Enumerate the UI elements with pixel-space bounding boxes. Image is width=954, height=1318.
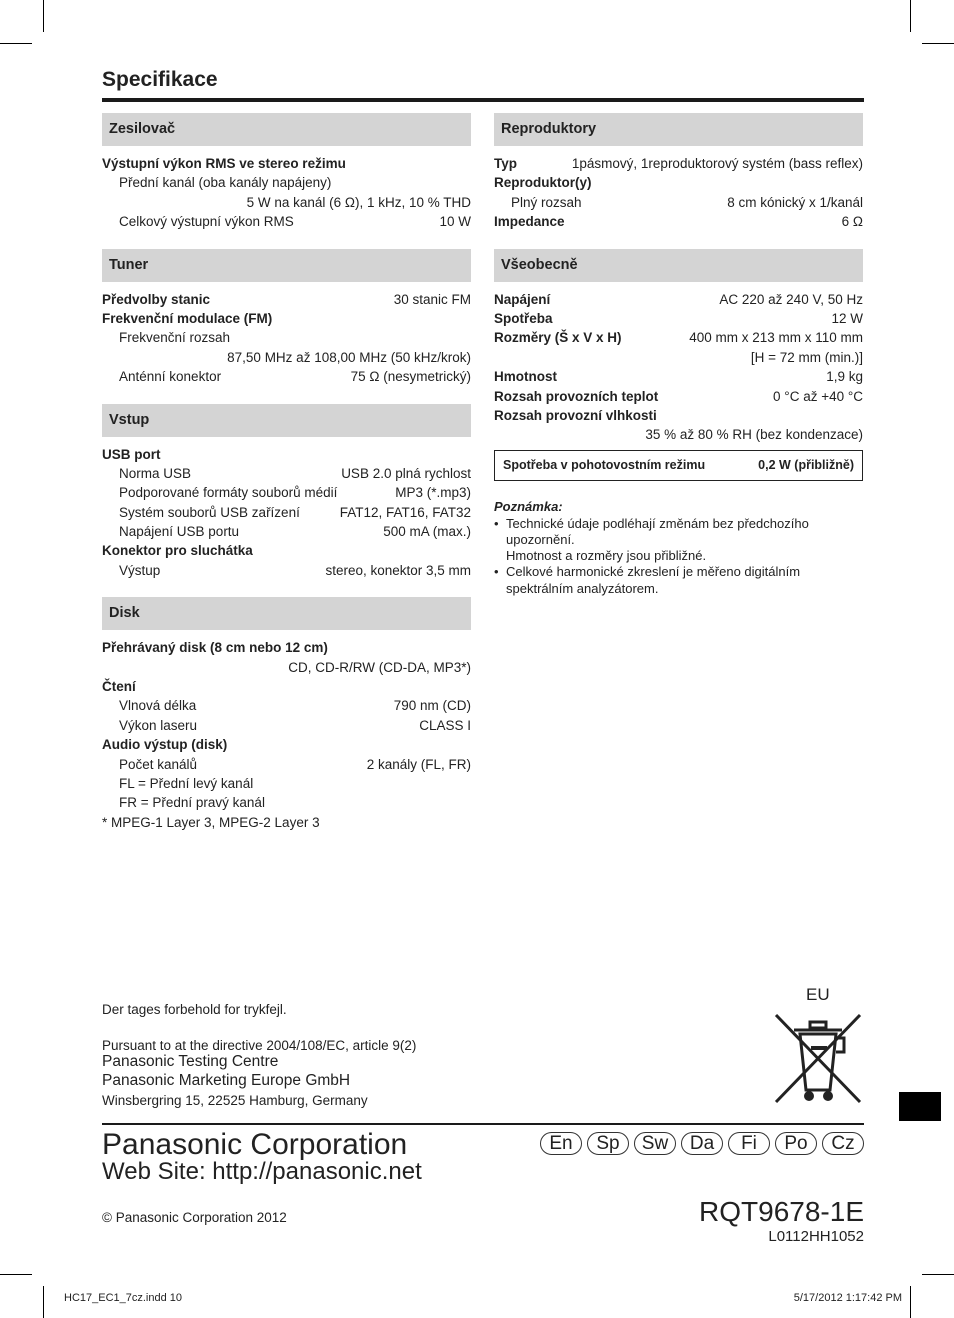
spec-label: Typ	[494, 156, 517, 171]
spec-label: Přední kanál (oba kanály napájeny)	[119, 175, 332, 191]
document-number: RQT9678-1E	[699, 1196, 864, 1227]
spec-row	[102, 367, 471, 386]
spec-label: Výstup	[119, 562, 161, 578]
spec-row	[102, 503, 471, 522]
spec-row	[102, 328, 471, 347]
spec-value: 35 % až 80 % RH (bez kondenzace)	[645, 427, 863, 443]
spec-value: CD, CD-R/RW (CD-DA, MP3*)	[288, 659, 471, 675]
spec-label: Výstupní výkon RMS ve stereo režimu	[102, 156, 346, 171]
file-slug: HC17_EC1_7cz.indd 10	[64, 1292, 183, 1304]
spec-row	[494, 328, 863, 347]
misprint-notice: Der tages forbehold for trykfejl.	[102, 1002, 287, 1017]
footer-divider	[102, 1123, 864, 1125]
spec-value: 12 W	[831, 310, 863, 326]
spec-label: Reproduktor(y)	[494, 175, 592, 191]
lang-badge-sp: Sp	[587, 1132, 629, 1155]
spec-label: Impedance	[494, 214, 565, 230]
note-item	[494, 548, 863, 564]
note-item	[494, 516, 863, 548]
spec-label: Norma USB	[119, 465, 192, 481]
marketing-europe: Panasonic Marketing Europe GmbH	[102, 1072, 351, 1089]
spec-rows	[102, 638, 471, 832]
spec-value: [H = 72 mm (min.)]	[750, 349, 863, 365]
spec-value: 87,50 MHz až 108,00 MHz (50 kHz/krok)	[227, 349, 471, 365]
left-column	[102, 113, 471, 832]
spec-row	[494, 290, 863, 309]
website: Web Site: http://panasonic.net	[102, 1158, 422, 1185]
crop-mark	[922, 1274, 954, 1275]
standby-value: 0,2 W (přibližně)	[758, 457, 854, 472]
lang-badge-cz: Cz	[822, 1132, 864, 1155]
spec-label: Rozsah provozních teplot	[494, 388, 659, 404]
note-heading: Poznámka:	[494, 498, 563, 514]
lang-badge-sw: Sw	[634, 1132, 676, 1155]
spec-label: Plný rozsah	[511, 194, 582, 210]
right-column	[494, 113, 863, 597]
section-heading: Disk	[102, 597, 471, 630]
spec-label: Napájení	[494, 291, 551, 307]
spec-value: 6 Ω	[841, 214, 863, 230]
spec-row	[494, 173, 863, 192]
spec-value: 400 mm x 213 mm x 110 mm	[689, 330, 863, 346]
spec-rows	[102, 445, 471, 581]
spec-row	[102, 774, 471, 793]
spec-label: FL = Přední levý kanál	[119, 775, 254, 791]
bullet: •	[494, 564, 499, 580]
spec-value: MP3 (*.mp3)	[395, 485, 471, 501]
spec-row	[102, 348, 471, 367]
corporation-name: Panasonic Corporation	[102, 1128, 408, 1161]
spec-row	[102, 483, 471, 502]
spec-value: AC 220 až 240 V, 50 Hz	[719, 291, 863, 307]
spec-label: Anténní konektor	[119, 369, 222, 385]
spec-row	[102, 212, 471, 231]
note-text: Celkové harmonické zkreslení je měřeno digitálním spektrálním analyzátorem.	[506, 564, 801, 596]
spec-value: 8 cm kónický x 1/kanál	[727, 194, 863, 210]
section-heading: Tuner	[102, 249, 471, 282]
spec-row	[102, 464, 471, 483]
spec-row	[102, 445, 471, 464]
crop-mark	[910, 1286, 911, 1318]
spec-label: Počet kanálů	[119, 756, 198, 772]
crop-mark	[922, 43, 954, 44]
spec-label: * MPEG-1 Layer 3, MPEG-2 Layer 3	[102, 814, 320, 830]
page-title: Specifikace	[102, 68, 218, 91]
weee-bin-icon	[772, 1012, 864, 1106]
spec-label: Podporované formáty souborů médií	[119, 485, 338, 501]
copyright: © Panasonic Corporation 2012	[102, 1210, 287, 1225]
section-heading: Vstup	[102, 404, 471, 437]
spec-label: Předvolby stanic	[102, 291, 211, 307]
spec-value: 790 nm (CD)	[393, 698, 471, 714]
note-item	[494, 564, 863, 596]
spec-value: USB 2.0 plná rychlost	[341, 465, 471, 481]
spec-label: Celkový výstupní výkon RMS	[119, 214, 294, 230]
spec-value: CLASS I	[419, 717, 471, 733]
note-text: Hmotnost a rozměry jsou přibližné.	[506, 548, 707, 564]
spec-value: 5 W na kanál (6 Ω), 1 kHz, 10 % THD	[246, 194, 471, 210]
spec-label: Rozsah provozní vlhkosti	[494, 407, 657, 423]
lang-badge-fi: Fi	[728, 1132, 770, 1155]
spec-value: 30 stanic FM	[393, 291, 471, 307]
spec-label: Spotřeba	[494, 310, 553, 326]
spec-row	[102, 793, 471, 812]
language-tab-marker	[899, 1092, 941, 1121]
crop-mark	[0, 1274, 32, 1275]
spec-row	[494, 367, 863, 386]
spec-row	[102, 290, 471, 309]
bullet: •	[494, 515, 499, 531]
bullet	[494, 548, 506, 564]
spec-row	[102, 193, 471, 212]
spec-value: 75 Ω (nesymetrický)	[350, 369, 471, 385]
lang-badge-po: Po	[775, 1132, 817, 1155]
standby-power-box	[494, 450, 863, 481]
language-badges	[540, 1132, 864, 1155]
spec-row	[494, 348, 863, 367]
address: Winsbergring 15, 22525 Hamburg, Germany	[102, 1093, 368, 1108]
spec-row	[494, 425, 863, 444]
spec-row	[494, 406, 863, 425]
spec-label: Systém souborů USB zařízení	[119, 504, 300, 520]
spec-row	[102, 696, 471, 715]
spec-row	[102, 638, 471, 657]
spec-label: Frekvenční rozsah	[119, 330, 231, 346]
section-vseobecne	[494, 249, 863, 445]
spec-value: 1,9 kg	[826, 369, 863, 385]
testing-centre: Panasonic Testing Centre	[102, 1053, 279, 1070]
spec-row	[102, 658, 471, 677]
spec-label: Čtení	[102, 679, 136, 695]
spec-row	[102, 716, 471, 735]
print-code: L0112HH1052	[768, 1228, 864, 1245]
standby-label: Spotřeba v pohotovostním režimu	[503, 457, 706, 472]
crop-mark	[43, 0, 44, 32]
crop-mark	[0, 43, 32, 44]
spec-row	[102, 173, 471, 192]
spec-value: 2 kanály (FL, FR)	[366, 756, 471, 772]
spec-rows	[494, 290, 863, 445]
section-heading: Zesilovač	[102, 113, 471, 146]
spec-rows	[494, 154, 863, 232]
spec-label: Vlnová délka	[119, 698, 197, 714]
spec-value: 10 W	[439, 214, 471, 230]
spec-row	[494, 154, 863, 173]
directive-text: Pursuant to at the directive 2004/108/EC, article 9(2)	[102, 1038, 417, 1053]
spec-label: Přehrávaný disk (8 cm nebo 12 cm)	[102, 640, 328, 656]
spec-value: 1pásmový, 1reproduktorový systém (bass reflex)	[571, 156, 863, 171]
lang-badge-da: Da	[681, 1132, 723, 1155]
note-text: Technické údaje podléhají změnám bez předchozího upozornění.	[506, 515, 809, 547]
spec-value: 500 mA (max.)	[383, 524, 471, 540]
spec-value: 0 °C až +40 °C	[773, 388, 863, 404]
spec-label: Konektor pro sluchátka	[102, 543, 253, 559]
section-disk	[102, 597, 471, 832]
spec-label: Audio výstup (disk)	[102, 737, 228, 753]
spec-row	[102, 309, 471, 328]
spec-rows	[102, 154, 471, 232]
spec-row	[494, 212, 863, 231]
spec-rows	[102, 290, 471, 387]
section-vstup	[102, 404, 471, 581]
spec-value: FAT12, FAT16, FAT32	[339, 504, 471, 520]
spec-row	[494, 387, 863, 406]
spec-row	[102, 541, 471, 560]
print-timestamp: 5/17/2012 1:17:42 PM	[793, 1292, 902, 1304]
crop-mark	[43, 1286, 44, 1318]
lang-badge-en: En	[540, 1132, 582, 1155]
spec-label: Hmotnost	[494, 369, 557, 385]
section-reproduktory	[494, 113, 863, 232]
spec-label: USB port	[102, 446, 161, 462]
spec-row	[102, 561, 471, 580]
spec-label: Frekvenční modulace (FM)	[102, 310, 273, 326]
eu-label: EU	[806, 985, 830, 1004]
spec-value: stereo, konektor 3,5 mm	[325, 562, 471, 578]
spec-label: Výkon laseru	[119, 717, 198, 733]
spec-row	[494, 309, 863, 328]
spec-row	[102, 755, 471, 774]
crop-mark	[910, 0, 911, 32]
section-heading: Reproduktory	[494, 113, 863, 146]
section-tuner	[102, 249, 471, 387]
title-divider	[102, 98, 864, 102]
spec-row	[102, 735, 471, 754]
section-zesilovac	[102, 113, 471, 232]
spec-label: Napájení USB portu	[119, 524, 240, 540]
section-heading: Všeobecně	[494, 249, 863, 282]
spec-label: Rozměry (Š x V x H)	[494, 330, 622, 346]
spec-row	[102, 677, 471, 696]
spec-label: FR = Přední pravý kanál	[119, 795, 265, 811]
spec-row	[102, 522, 471, 541]
spec-row	[102, 154, 471, 173]
spec-row	[494, 193, 863, 212]
spec-row	[102, 813, 471, 832]
